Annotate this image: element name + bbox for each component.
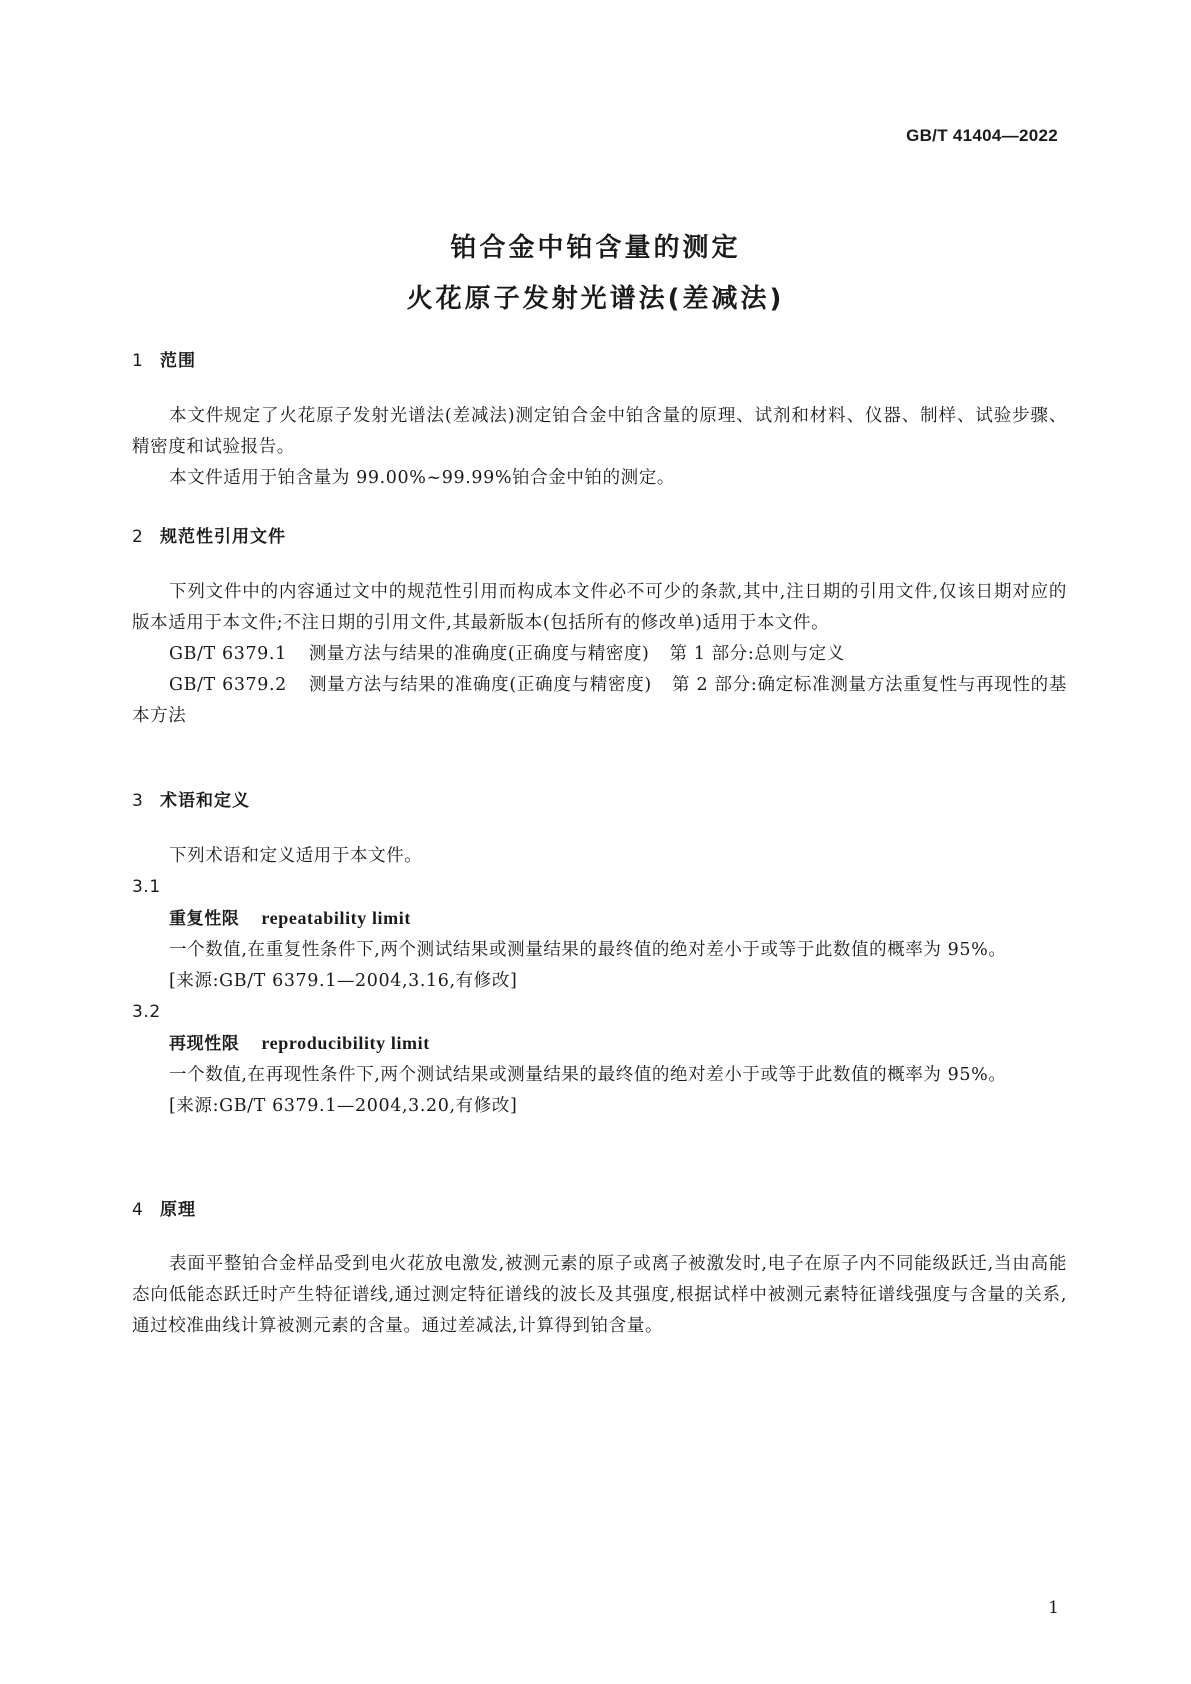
term-number: 3.1 (132, 877, 161, 897)
document-title (0, 227, 1191, 315)
term-source: [来源:GB/T 6379.1—2004,3.20,有修改] (169, 1096, 518, 1116)
term-name (132, 1028, 1067, 1060)
section-1-body (132, 401, 1067, 494)
title-line-2: 火花原子发射光谱法(差减法) (406, 284, 785, 314)
section-number: 3 (132, 791, 144, 811)
paragraph: 表面平整铂合金样品受到电火花放电激发,被测元素的原子或离子被激发时,电子在原子内不同能级跃迁,当由高能态向低能态跃迁时产生特征谱线,通过测定特征谱线的波长及其强度,根据试样中被测元素特征谱线强度与含量的关系,通过校准曲线计算被测元素的含量。通过差减法,计算得到铂含量。 (132, 1254, 1067, 1336)
reference-title: 测量方法与结果的准确度(正确度与精密度) (308, 675, 652, 695)
reference-code: GB/T 6379.2 (169, 675, 287, 695)
term-name-en: reproducibility limit (261, 1033, 430, 1053)
section-3-body (132, 841, 1067, 1122)
normative-reference (132, 639, 1067, 670)
term-definition: 一个数值,在再现性条件下,两个测试结果或测量结果的最终值的绝对差小于或等于此数值的概率为 95%。 (169, 1065, 1007, 1085)
section-title: 术语和定义 (160, 791, 250, 811)
normative-reference (132, 670, 1067, 732)
paragraph: 下列文件中的内容通过文中的规范性引用而构成本文件必不可少的条款,其中,注日期的引用文件,仅该日期对应的版本适用于本文件;不注日期的引用文件,其最新版本(包括所有的修改单)适用于本文件。 (132, 582, 1067, 633)
standard-code: GB/T 41404—2022 (906, 126, 1058, 145)
term-definition: 一个数值,在重复性条件下,两个测试结果或测量结果的最终值的绝对差小于或等于此数值的概率为 95%。 (169, 940, 1007, 960)
paragraph: 本文件适用于铂含量为 99.00%~99.99%铂合金中铂的测定。 (169, 468, 675, 488)
section-number: 1 (132, 351, 144, 371)
section-2-body (132, 577, 1067, 732)
reference-part: 第 2 部分:确定标准测量方法重复性与再现性的基本方法 (132, 675, 1067, 726)
section-number: 4 (132, 1200, 144, 1220)
section-title: 原理 (160, 1200, 196, 1220)
section-4-body (132, 1249, 1067, 1342)
paragraph: 下列术语和定义适用于本文件。 (169, 846, 423, 866)
section-number: 2 (132, 527, 144, 547)
term-number: 3.2 (132, 1002, 161, 1022)
section-title: 范围 (160, 351, 196, 371)
title-line-1: 铂合金中铂含量的测定 (450, 233, 741, 263)
section-2-heading (132, 522, 286, 547)
section-title: 规范性引用文件 (160, 527, 286, 547)
paragraph: 本文件规定了火花原子发射光谱法(差减法)测定铂合金中铂含量的原理、试剂和材料、仪器、制样、试验步骤、精密度和试验报告。 (132, 406, 1067, 457)
section-3-heading (132, 786, 250, 811)
term-name (132, 903, 1067, 935)
section-4-heading (132, 1195, 196, 1220)
reference-title: 测量方法与结果的准确度(正确度与精密度) (308, 644, 650, 664)
term-name-cn: 再现性限 (169, 1034, 240, 1054)
term-source: [来源:GB/T 6379.1—2004,3.16,有修改] (169, 971, 518, 991)
term-name-en: repeatability limit (261, 908, 411, 928)
term-name-cn: 重复性限 (169, 909, 240, 929)
reference-part: 第 1 部分:总则与定义 (669, 644, 845, 664)
section-1-heading (132, 346, 196, 371)
reference-code: GB/T 6379.1 (169, 644, 287, 664)
page-number: 1 (1048, 1598, 1059, 1618)
